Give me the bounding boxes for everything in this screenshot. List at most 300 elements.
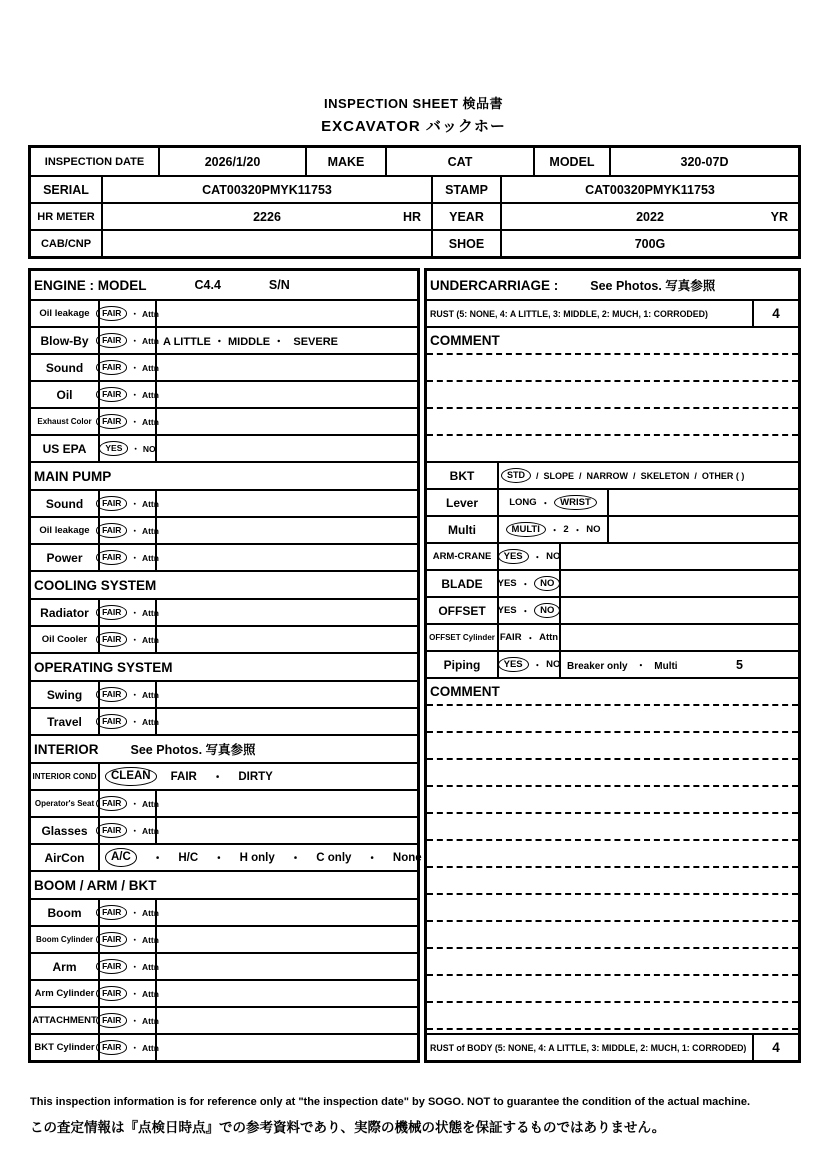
option-separator: ・ — [130, 552, 139, 563]
table-row — [31, 229, 798, 256]
option-fair: FAIR — [96, 496, 127, 510]
option-yes: YES — [498, 549, 529, 565]
option-separator: / — [694, 470, 697, 481]
option-attn: Attn — [141, 335, 159, 346]
option-h-only: H only — [239, 851, 275, 864]
row-arm-crane — [427, 542, 798, 569]
row-power — [31, 543, 417, 570]
option-slope: SLOPE — [543, 470, 575, 481]
check-cell — [100, 927, 157, 952]
check-cell — [499, 544, 561, 569]
option-fair: FAIR — [96, 1040, 127, 1054]
section-header-cooling-system — [31, 570, 417, 598]
row-arm — [31, 952, 417, 979]
row-us-epa — [31, 434, 417, 461]
check-cell — [100, 409, 157, 434]
row-label: Oil leakage — [31, 301, 100, 326]
check-cell — [100, 900, 157, 925]
row-bkt — [427, 461, 798, 488]
row-multi — [427, 515, 798, 542]
option-c-only: C only — [316, 851, 352, 864]
option-fair: FAIR — [96, 306, 127, 320]
comment-line — [427, 947, 798, 974]
disclaimer-jp: この査定情報は『点検日時点』での参考資料であり、実際の機械の状態を保証するものではありません。 — [30, 1120, 666, 1135]
hr-meter-value — [101, 204, 431, 229]
detail-cell — [157, 382, 417, 407]
row-label: Glasses — [31, 818, 100, 843]
row-label: Swing — [31, 682, 100, 707]
detail-cell — [157, 491, 417, 516]
row-boom-cylinder — [31, 925, 417, 952]
right-inspection-table — [424, 268, 801, 1063]
option-separator: ・ — [130, 335, 139, 346]
option-separator: ・ — [130, 525, 139, 536]
comment-lines — [427, 353, 798, 461]
row-attachment — [31, 1006, 417, 1033]
detail-cell — [561, 571, 798, 596]
row-options — [499, 463, 798, 488]
check-cell — [100, 328, 157, 353]
check-cell — [499, 598, 561, 623]
check-cell — [100, 518, 157, 543]
option-yes: YES — [99, 441, 128, 455]
option-separator: ・ — [532, 660, 543, 672]
row-label: Oil leakage — [31, 518, 100, 543]
option-separator: ・ — [130, 689, 139, 700]
comment-line — [427, 785, 798, 812]
row-offset-cylinder — [427, 623, 798, 650]
comment-line — [427, 920, 798, 947]
detail-cell — [157, 981, 417, 1006]
check-cell — [100, 600, 157, 625]
option-separator: ・ — [213, 852, 225, 865]
option-attn: Attn — [141, 934, 159, 945]
option-separator: ・ — [130, 498, 139, 509]
option-separator: / — [536, 470, 539, 481]
comment-line — [427, 1001, 798, 1028]
option-fair: FAIR — [96, 605, 127, 619]
row-travel — [31, 707, 417, 734]
option-h-c: H/C — [178, 851, 199, 864]
detail-cell — [157, 1035, 417, 1060]
option-std: STD — [501, 468, 531, 483]
make-label: MAKE — [305, 148, 385, 175]
row-lever — [427, 488, 798, 515]
option-separator: ・ — [130, 362, 139, 373]
check-cell — [499, 652, 561, 677]
row-boom — [31, 898, 417, 925]
row-label: OFFSET Cylinder — [427, 625, 499, 650]
detail-cell — [157, 1008, 417, 1033]
detail-cell — [157, 545, 417, 570]
cab-cnp-label: CAB/CNP — [40, 237, 92, 250]
detail-cell — [561, 544, 798, 569]
detail-cell — [157, 627, 417, 652]
section-title: UNDERCARRIAGE : — [430, 277, 559, 293]
option-separator: ・ — [130, 389, 139, 400]
row-label: Exhaust Color — [31, 409, 100, 434]
option-separator: ・ — [540, 498, 551, 510]
detail-value: 5 — [736, 657, 743, 672]
row-label: Sound — [31, 355, 100, 380]
inspection-date-value: 2026/1/20 — [158, 148, 305, 175]
section-header-operating-system — [31, 652, 417, 680]
check-cell — [100, 545, 157, 570]
check-cell — [100, 682, 157, 707]
option-fair: FAIR — [96, 714, 127, 728]
row-label: Radiator — [31, 600, 100, 625]
option-attn: Attn — [141, 716, 159, 727]
row-label: Arm — [31, 954, 100, 979]
detail-cell: Breaker only ・ Multi 5 — [567, 657, 743, 672]
option-fair: FAIR — [96, 1013, 127, 1027]
option-separator: ・ — [130, 308, 139, 319]
row-oil-leakage — [31, 299, 417, 326]
option-fair: FAIR — [96, 632, 127, 646]
option-separator: ・ — [130, 907, 139, 918]
detail-cell — [157, 818, 417, 843]
section-subtitle: See Photos. 写真参照 — [130, 743, 256, 757]
option-fair: FAIR — [96, 333, 127, 347]
option-separator: ・ — [130, 1042, 139, 1053]
option-fair: FAIR — [96, 550, 127, 564]
stamp-value: CAT00320PMYK11753 — [500, 177, 798, 202]
option-separator: ・ — [130, 1015, 139, 1026]
left-inspection-table — [28, 268, 420, 1063]
option-attn: Attn — [141, 552, 159, 563]
option-no: NO — [546, 659, 561, 670]
option-separator: ・ — [130, 416, 139, 427]
row-label: Oil Cooler — [31, 627, 100, 652]
row-label: Operator's Seat — [31, 791, 100, 816]
option-fair: FAIR — [96, 823, 127, 837]
option-separator: ・ — [130, 988, 139, 999]
row-piping — [427, 650, 798, 677]
year-label: YEAR — [431, 204, 500, 229]
comment-line — [427, 407, 798, 434]
option-fair: FAIR — [96, 387, 127, 401]
option-narrow: NARROW — [586, 470, 629, 481]
option-separator: ・ — [130, 634, 139, 645]
detail-cell — [157, 518, 417, 543]
option-a-c: A/C — [105, 848, 137, 867]
row-label: US EPA — [31, 436, 100, 461]
row-label: Lever — [427, 490, 499, 515]
option-yes: YES — [498, 657, 529, 673]
option-other: OTHER ( ) — [701, 470, 745, 481]
section-title: ENGINE : MODEL — [34, 277, 147, 293]
section-title: MAIN PUMP — [34, 468, 112, 484]
check-cell — [100, 627, 157, 652]
option-separator: ・ — [525, 633, 536, 645]
option-wrist: WRIST — [554, 495, 597, 511]
option-separator: ・ — [130, 825, 139, 836]
option-attn: Attn — [539, 632, 559, 643]
option-separator: ・ — [572, 525, 583, 537]
check-cell — [499, 490, 609, 515]
row-label: ARM-CRANE — [427, 544, 499, 569]
option-clean: CLEAN — [105, 767, 157, 786]
option-fair: FAIR — [96, 905, 127, 919]
option-separator: ・ — [211, 771, 224, 784]
option-multi: MULTI — [506, 522, 546, 538]
option-separator: ・ — [549, 525, 560, 537]
section-header-undercarriage — [427, 271, 798, 299]
section-title: OPERATING SYSTEM — [34, 659, 173, 675]
check-cell — [100, 981, 157, 1006]
check-cell — [100, 1035, 157, 1060]
check-cell — [100, 709, 157, 734]
comment-header: COMMENT — [427, 326, 798, 353]
option-attn: Attn — [141, 689, 159, 700]
option-attn: Attn — [141, 416, 159, 427]
option-separator: ・ — [520, 579, 531, 591]
row-sound — [31, 353, 417, 380]
section-title: BOOM / ARM / BKT — [34, 877, 157, 893]
row-label: BKT — [427, 463, 499, 488]
comment-line — [427, 812, 798, 839]
comment-line — [427, 380, 798, 407]
option-separator: / — [633, 470, 636, 481]
detail-cell — [157, 409, 417, 434]
comment-line — [427, 758, 798, 785]
row-interior-cond — [31, 762, 417, 789]
option-attn: Attn — [141, 988, 159, 999]
option-separator: ・ — [532, 552, 543, 564]
check-cell — [100, 1008, 157, 1033]
comment-line — [427, 893, 798, 920]
option-separator: ・ — [151, 852, 164, 865]
table-row — [31, 202, 798, 229]
option-no: NO — [142, 443, 156, 454]
option-separator: ・ — [130, 716, 139, 727]
section-header-boom-arm-bkt — [31, 870, 417, 898]
option-fair: FAIR — [96, 687, 127, 701]
machine-info-table — [28, 145, 801, 259]
row-label: Boom — [31, 900, 100, 925]
hr-meter-label: HR METER — [37, 210, 95, 223]
detail-cell — [157, 900, 417, 925]
row-label: OFFSET — [427, 598, 499, 623]
row-exhaust-color — [31, 407, 417, 434]
detail-cell — [157, 301, 417, 326]
score-row-rust-of-body — [427, 1033, 798, 1060]
sheet-title: INSPECTION SHEET 検品書 — [323, 96, 504, 111]
row-swing — [31, 680, 417, 707]
option-skeleton: SKELETON — [640, 470, 690, 481]
row-label: BKT Cylinder — [31, 1035, 100, 1060]
score-value: 4 — [752, 301, 798, 326]
row-label: Power — [31, 545, 100, 570]
section-extra: C4.4 — [194, 278, 221, 292]
option-no: NO — [534, 576, 560, 592]
option-separator: ・ — [520, 606, 531, 618]
check-cell — [100, 491, 157, 516]
comment-header: COMMENT — [427, 677, 798, 704]
option-attn: Attn — [141, 389, 159, 400]
row-label: Arm Cylinder — [31, 981, 100, 1006]
option-attn: Attn — [141, 607, 159, 618]
row-offset — [427, 596, 798, 623]
check-cell — [100, 791, 157, 816]
check-cell — [100, 954, 157, 979]
serial-value: CAT00320PMYK11753 — [101, 177, 431, 202]
option-separator: ・ — [130, 798, 139, 809]
row-label: INTERIOR COND — [31, 764, 100, 789]
option-no: NO — [534, 603, 560, 619]
option-yes: YES — [497, 578, 517, 589]
row-blow-by — [31, 326, 417, 353]
option-attn: Attn — [141, 825, 159, 836]
row-label: Boom Cylinder — [31, 927, 100, 952]
row-bkt-cylinder — [31, 1033, 417, 1060]
year-value — [500, 204, 798, 229]
section-header-main-pump — [31, 461, 417, 489]
comment-line — [427, 731, 798, 758]
row-oil — [31, 380, 417, 407]
option-fair: FAIR — [96, 414, 127, 428]
detail-cell — [609, 490, 798, 515]
option-fair: FAIR — [96, 796, 127, 810]
comment-line — [427, 866, 798, 893]
option-attn: Attn — [141, 907, 159, 918]
option-long: LONG — [509, 497, 537, 508]
model-label: MODEL — [533, 148, 609, 175]
row-operator-s-seat — [31, 789, 417, 816]
score-value: 4 — [752, 1035, 798, 1060]
table-row — [31, 148, 798, 175]
year-unit: YR — [770, 209, 788, 224]
option-fair: FAIR — [96, 932, 127, 946]
comment-line — [427, 974, 798, 1001]
inspection-date-label: INSPECTION DATE — [44, 155, 145, 168]
shoe-label: SHOE — [431, 231, 500, 256]
cab-cnp-options — [101, 231, 431, 256]
comment-line — [427, 434, 798, 461]
detail-cell — [157, 954, 417, 979]
comment-line — [427, 839, 798, 866]
check-cell — [100, 301, 157, 326]
detail-cell — [157, 436, 417, 461]
stamp-label: STAMP — [431, 177, 500, 202]
detail-cell — [609, 517, 798, 542]
check-cell — [100, 382, 157, 407]
detail-cell — [157, 709, 417, 734]
option-fair: FAIR — [96, 523, 127, 537]
row-oil-leakage — [31, 516, 417, 543]
row-label: Oil — [31, 382, 100, 407]
row-sound — [31, 489, 417, 516]
detail-cell — [157, 355, 417, 380]
option-attn: Attn — [141, 798, 159, 809]
row-label: Travel — [31, 709, 100, 734]
comment-line — [427, 704, 798, 731]
sheet-titles — [0, 93, 827, 136]
row-blade — [427, 569, 798, 596]
option-no: NO — [586, 524, 601, 535]
option-separator: ・ — [130, 934, 139, 945]
detail-cell — [157, 927, 417, 952]
option-attn: Attn — [141, 1042, 159, 1053]
option-separator: ・ — [289, 852, 302, 865]
option-yes: YES — [497, 605, 517, 616]
option-no: NO — [546, 551, 561, 562]
model-value: 320-07D — [609, 148, 798, 175]
shoe-value: 700G — [500, 231, 798, 256]
row-arm-cylinder — [31, 979, 417, 1006]
row-label: Multi — [427, 517, 499, 542]
check-cell — [100, 436, 157, 461]
disclaimer-en: This inspection information is for reference only at "the inspection date" by SOGO. NOT to guarantee the condition of the actual machine. — [30, 1096, 751, 1108]
row-aircon — [31, 843, 422, 870]
option-separator: ・ — [130, 607, 139, 618]
sheet-subtitle: EXCAVATOR バックホー — [321, 118, 506, 135]
option-attn: Attn — [141, 498, 159, 509]
check-cell — [499, 571, 561, 596]
hr-unit: HR — [402, 209, 421, 224]
option-fair: FAIR — [96, 959, 127, 973]
section-subtitle: See Photos. 写真参照 — [590, 279, 716, 293]
detail-cell — [561, 598, 798, 623]
section-extra: S/N — [268, 278, 290, 292]
detail-cell — [561, 625, 798, 650]
option-attn: Attn — [141, 525, 159, 536]
comment-line — [427, 353, 798, 380]
score-row-rust — [427, 299, 798, 326]
row-label: BLADE — [427, 571, 499, 596]
year-number: 2022 — [636, 209, 664, 224]
option-attn: Attn — [141, 1015, 159, 1026]
row-glasses — [31, 816, 417, 843]
comment-lines — [427, 704, 798, 1033]
option-separator: ・ — [130, 961, 139, 972]
option-none: None — [392, 851, 422, 864]
row-label: ATTACHMENT — [31, 1008, 100, 1033]
score-label: RUST (5: NONE, 4: A LITTLE, 3: MIDDLE, 2: MUCH, 1: CORRODED) — [430, 308, 708, 319]
check-cell — [100, 818, 157, 843]
row-label: Blow-By — [31, 328, 100, 353]
serial-label: SERIAL — [43, 182, 89, 197]
check-cell — [499, 517, 609, 542]
make-value: CAT — [385, 148, 533, 175]
detail-cell: A LITTLE ・ MIDDLE ・ SEVERE — [163, 335, 338, 348]
detail-cell — [157, 791, 417, 816]
detail-cell — [157, 600, 417, 625]
section-header-engine-model — [31, 271, 417, 299]
hr-meter-number: 2226 — [253, 209, 281, 224]
option-separator: ・ — [131, 443, 140, 454]
option-dirty: DIRTY — [238, 770, 273, 783]
option-attn: Attn — [141, 961, 159, 972]
check-cell — [499, 625, 561, 650]
score-label: RUST of BODY (5: NONE, 4: A LITTLE, 3: MIDDLE, 2: MUCH, 1: CORRODED) — [430, 1042, 747, 1053]
option-attn: Attn — [141, 308, 159, 319]
option-attn: Attn — [141, 362, 159, 373]
detail-cell — [157, 682, 417, 707]
table-row — [31, 175, 798, 202]
option-attn: Attn — [141, 634, 159, 645]
option-fair: FAIR — [170, 770, 197, 783]
check-cell — [100, 355, 157, 380]
option-fair: FAIR — [96, 360, 127, 374]
row-options — [100, 764, 417, 789]
option-fair: FAIR — [96, 986, 127, 1000]
option-separator: / — [579, 470, 582, 481]
row-label: AirCon — [31, 845, 100, 870]
row-options — [100, 845, 422, 870]
section-title: INTERIOR — [34, 741, 99, 757]
row-label: Sound — [31, 491, 100, 516]
